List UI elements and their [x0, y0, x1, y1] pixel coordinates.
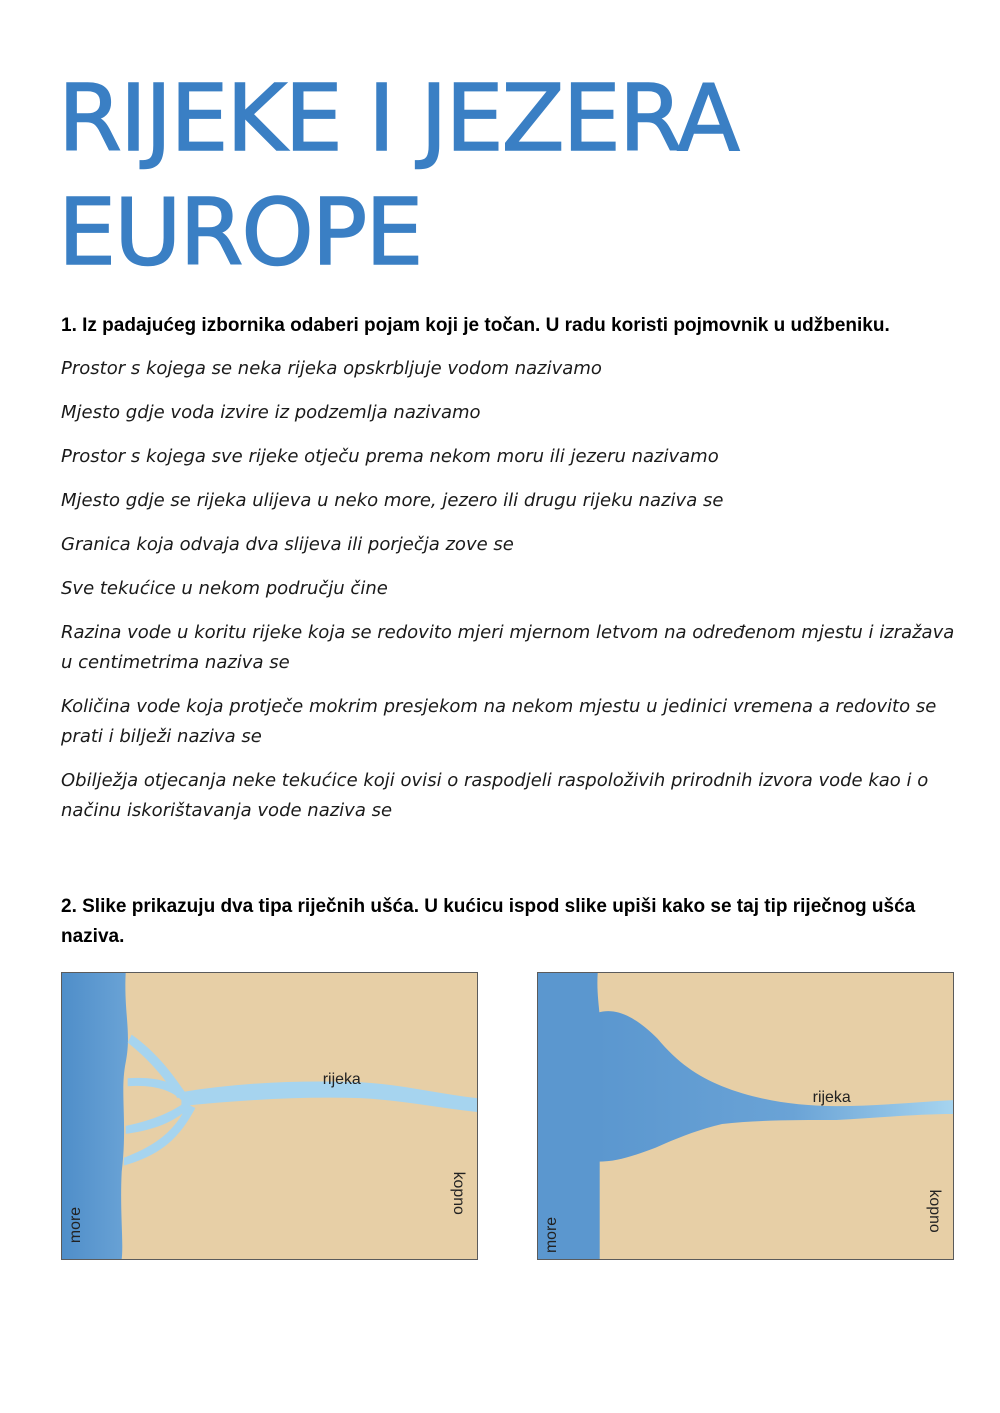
- task-1-heading: 1. Iz padajućeg izbornika odaberi pojam koji je točan. U radu koristi pojmovnik u udžbeniku.: [61, 315, 890, 336]
- estuary-figure: [537, 972, 954, 1260]
- task-1-item: Razina vode u koritu rijeke koja se redovito mjeri mjernom letvom na određenom mjestu i izražava u centimetrima naziva se: [61, 622, 955, 673]
- estuary-illustration: [538, 973, 953, 1259]
- task-1-item: Količina vode koja protječe mokrim presjekom na nekom mjestu u jedinici vremena a redovito se prati i bilježi naziva se: [61, 696, 937, 747]
- task-1-item: Mjesto gdje se rijeka ulijeva u neko more, jezero ili drugu rijeku naziva se: [61, 490, 724, 511]
- sea-label: more: [66, 1206, 84, 1244]
- river-label: rijeka: [812, 1089, 851, 1107]
- task-1-item: Obilježja otjecanja neke tekućice koji ovisi o raspodjeli raspoloživih prirodnih izvora vode kao i o načinu iskorištavanja vode naziva se: [61, 770, 929, 821]
- sea-label: more: [542, 1216, 560, 1254]
- task-1-item: Prostor s kojega sve rijeke otječu prema nekom moru ili jezeru nazivamo: [61, 446, 719, 467]
- land-label: kopno: [450, 1171, 468, 1215]
- task-1-item: Sve tekućice u nekom području čine: [61, 578, 388, 599]
- title-line-1: RIJEKE I JEZERA: [58, 65, 738, 172]
- sea-area: [538, 973, 601, 1259]
- task-1-item: Mjesto gdje voda izvire iz podzemlja nazivamo: [61, 402, 481, 423]
- page-title: [58, 62, 738, 290]
- task-1-list: [61, 354, 961, 826]
- delta-illustration: [62, 973, 477, 1259]
- title-line-2: EUROPE: [58, 179, 422, 286]
- delta-figure: [61, 972, 478, 1260]
- river-label: rijeka: [322, 1071, 361, 1089]
- task-2-heading: 2. Slike prikazuju dva tipa riječnih ušća. U kućicu ispod slike upiši kako se taj tip riječnog ušća naziva.: [61, 896, 916, 947]
- task-1-item: Prostor s kojega se neka rijeka opskrbljuje vodom nazivamo: [61, 358, 602, 379]
- task-1-item: Granica koja odvaja dva slijeva ili porječja zove se: [61, 534, 514, 555]
- land-label: kopno: [926, 1189, 944, 1233]
